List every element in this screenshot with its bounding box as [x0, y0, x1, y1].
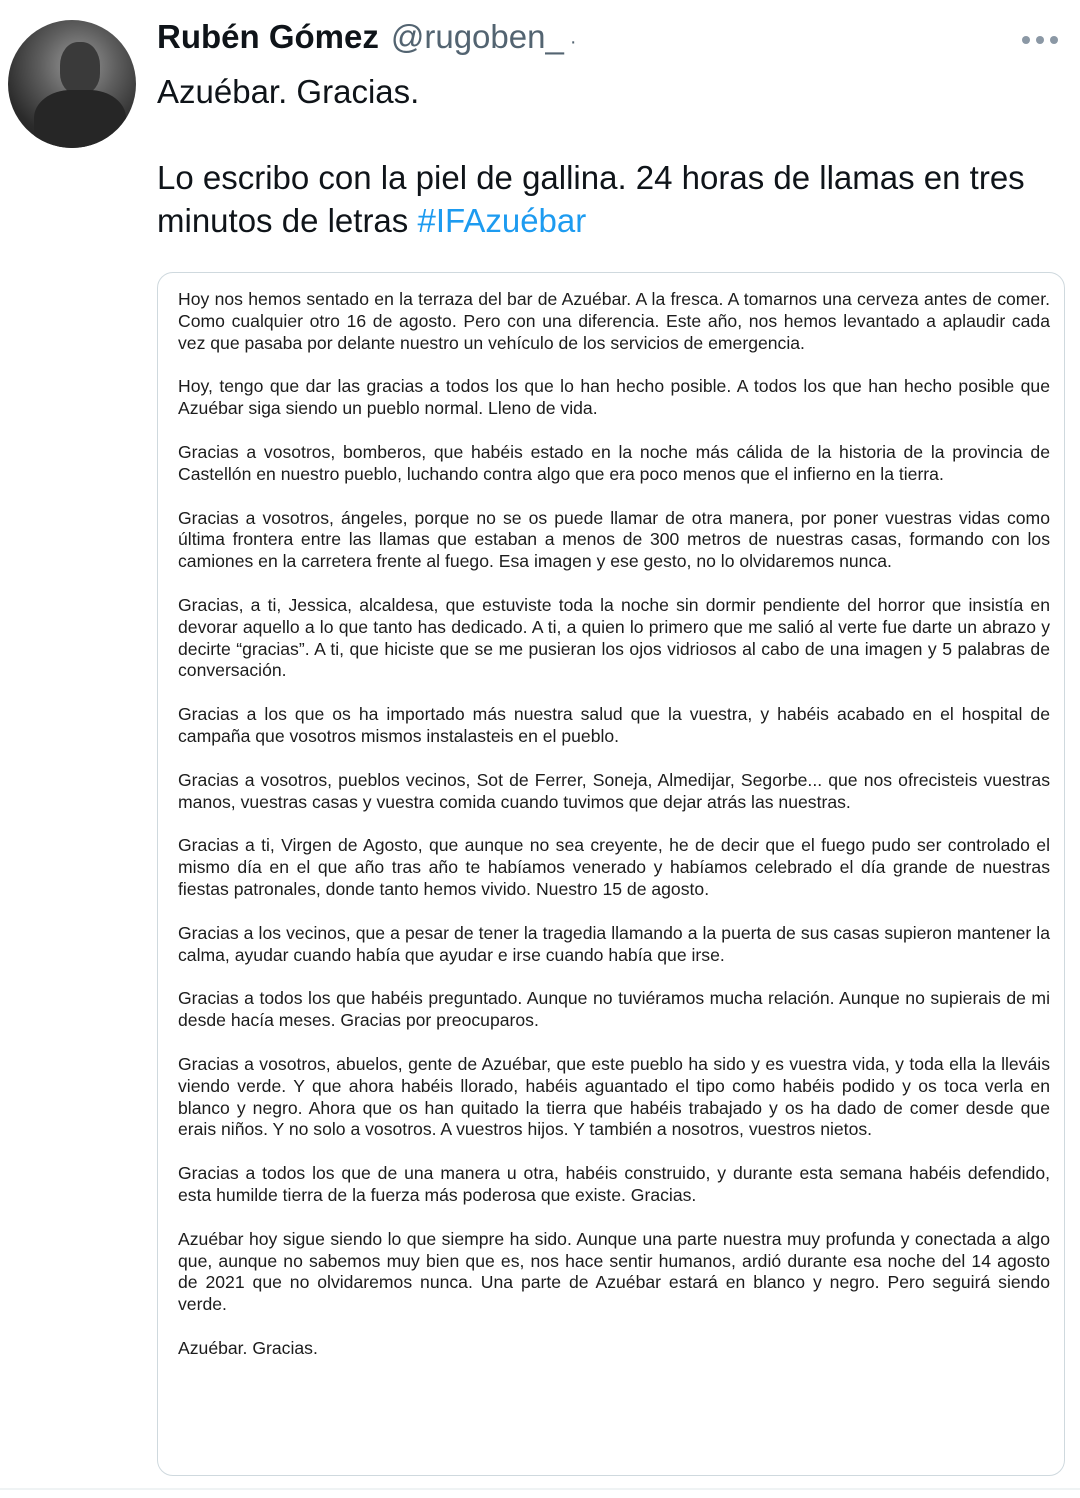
letter-signoff: Azuébar. Gracias. [178, 1337, 318, 1358]
letter-paragraph: Gracias a vosotros, bomberos, que habéis estado en la noche más cálida de la historia de la provincia de Castellón en nuestro pueblo, luchando contra algo que era poco menos que el infierno en la tierra. [178, 441, 1050, 484]
letter-paragraph: Gracias a vosotros, pueblos vecinos, Sot de Ferrer, Soneja, Almedijar, Segorbe... que nos ofrecisteis vuestras manos, vuestras casas y vuestra comida cuando tuvimos que dejar atrás las nuestras. [178, 769, 1050, 812]
display-name[interactable]: Rubén Gómez [157, 18, 379, 55]
letter-paragraph: Gracias a ti, Virgen de Agosto, que aunque no sea creyente, he de decir que el fuego pudo ser controlado el mismo día en el que año tras año te habíamos venerado y habíamos celebrado el día grande de nuestras fiestas patronales, donde tanto hemos vivido. Nuestro 15 de agosto. [178, 835, 1050, 899]
more-dot [1022, 36, 1030, 44]
letter-paragraph: Hoy, tengo que dar las gracias a todos los que lo han hecho posible. A todos los que han hecho posible que Azuébar siga siendo un pueblo normal. Lleno de vida. [178, 376, 1050, 419]
letter-paragraph: Gracias a vosotros, ángeles, porque no se os puede llamar de otra manera, por poner vuestras vidas como última frontera entre las llamas que estaban a menos de 300 metros de nuestras casas, formando con los camiones en la carretera frente al fuego. Esa imagen y ese gesto, no lo olvidaremos nunca. [178, 507, 1050, 572]
more-dot [1050, 36, 1058, 44]
tweet-text [157, 70, 1057, 242]
letter-paragraph: Gracias a todos los que de una manera u otra, habéis construido, y durante esta semana habéis defendido, esta humilde tierra de la fuerza más poderosa que existe. Gracias. [178, 1163, 1050, 1205]
letter-paragraph: Gracias a los vecinos, que a pesar de tener la tragedia llamando a la puerta de sus casas supieron mantener la calma, ayudar cuando había que ayudar e irse cuando había que irse. [178, 922, 1050, 965]
divider [0, 1488, 1080, 1490]
letter-paragraph: Azuébar hoy sigue siendo lo que siempre ha sido. Aunque una parte nuestra muy profunda y conectada a algo que, aunque no sabemos muy bien que es, nos hace sentir humanos, ardió durante esa noche del 14 agosto de 2021 que no olvidaremos nunca. Una parte de Azuébar estará en blanco y negro. Pero seguirá siendo verde. [178, 1228, 1050, 1315]
letter-text [178, 289, 1050, 1382]
hashtag-link[interactable]: #IFAzuébar [417, 202, 587, 239]
tweet-body-text: Lo escribo con la piel de gallina. 24 horas de llamas en tres minutos de letras [157, 159, 1025, 239]
more-icon[interactable] [1022, 36, 1058, 44]
letter-paragraph: Gracias a vosotros, abuelos, gente de Azuébar, que este pueblo ha sido y es vuestra vida, y toda ella la lleváis viendo verde. Y que ahora habéis llorado, habéis aguantado el tipo como habéis podido y os toca verla en blanco y negro. Ahora que os han quitado la tierra que habéis trabajado y os ha dado de comer desde que erais niños. Y no solo a vosotros. A vuestros hijos. Y también a nosotros, vuestros nietos. [178, 1053, 1050, 1140]
tweet-line-2 [157, 156, 1057, 242]
tweet-spacer [157, 113, 1057, 156]
avatar-body-shape [34, 90, 126, 148]
letter-paragraph: Gracias, a ti, Jessica, alcaldesa, que estuviste toda la noche sin dormir pendiente del horror que insistía en devorar aquello a lo que tanto has dedicado. A ti, a quien lo primero que me salió al verte fue darte un abrazo y decirte “gracias”. A ti, que hiciste que se me pusieran los ojos vidriosos al cabo de una imagen y 5 palabras de conversación. [178, 594, 1050, 681]
separator-dot: · [569, 31, 577, 53]
avatar-head-shape [60, 42, 100, 94]
user-handle[interactable]: @rugoben_ [390, 18, 564, 55]
attached-image[interactable] [157, 272, 1065, 1476]
letter-paragraph: Gracias a los que os ha importado más nuestra salud que la vuestra, y habéis acabado en el hospital de campaña que vosotros mismos instalasteis en el pueblo. [178, 704, 1050, 746]
tweet-header [157, 18, 577, 62]
letter-paragraph: Hoy nos hemos sentado en la terraza del bar de Azuébar. A la fresca. A tomarnos una cerveza antes de comer. Como cualquier otro 16 de agosto. Pero con una diferencia. Este año, nos hemos levantado a aplaudir cada vez que pasaba por delante nuestro un vehículo de los servicios de emergencia. [178, 289, 1050, 353]
more-dot [1036, 36, 1044, 44]
letter-paragraph: Gracias a todos los que habéis preguntado. Aunque no tuviéramos mucha relación. Aunque no supierais de mi desde hacía meses. Gracias por preocuparos. [178, 988, 1050, 1031]
tweet-line-1: Azuébar. Gracias. [157, 73, 420, 110]
avatar[interactable] [8, 20, 136, 148]
